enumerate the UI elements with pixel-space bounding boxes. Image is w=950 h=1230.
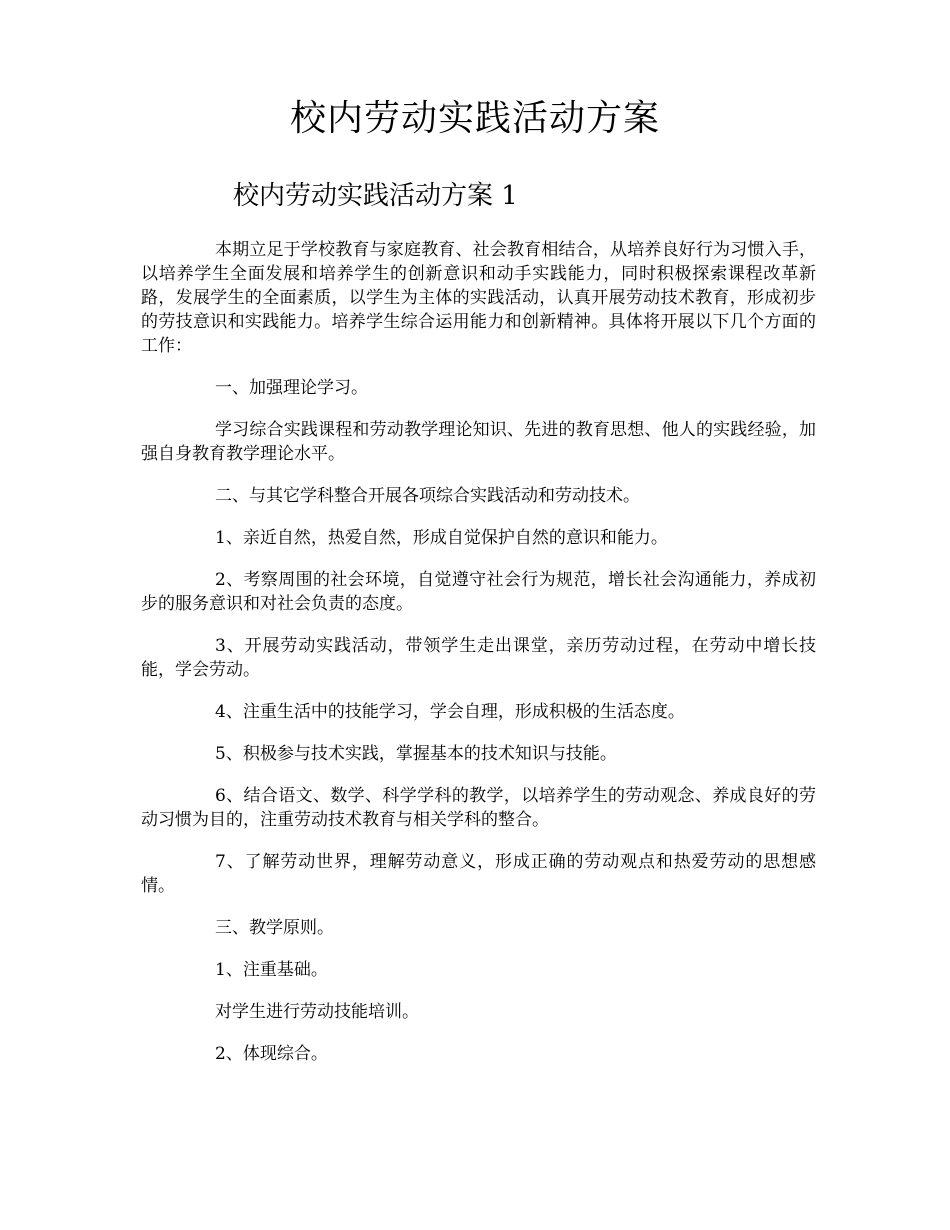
list-item-7: 7、了解劳动世界，理解劳动意义，形成正确的劳动观点和热爱劳动的思想感情。 [141, 852, 816, 896]
principle-1-text: 对学生进行劳动技能培训。 [215, 1002, 419, 1022]
list-item-5: 5、积极参与技术实践，掌握基本的技术知识与技能。 [215, 744, 617, 764]
list-item-4: 4、注重生活中的技能学习，学会自理，形成积极的生活态度。 [215, 702, 685, 722]
principle-2-heading: 2、体现综合。 [215, 1044, 328, 1064]
theory-study-paragraph: 学习综合实践课程和劳动教学理论知识、先进的教育思想、他人的实践经验，加强自身教育教学理论水平。 [141, 420, 816, 464]
heading-teaching-principles: 三、教学原则。 [215, 918, 334, 938]
principle-1-heading: 1、注重基础。 [215, 960, 328, 980]
document-title: 校内劳动实践活动方案 [289, 98, 660, 139]
section-title: 校内劳动实践活动方案 1 [233, 181, 518, 211]
heading-theory-study: 一、加强理论学习。 [215, 378, 368, 398]
document-body [141, 238, 816, 1084]
list-item-1: 1、亲近自然，热爱自然，形成自觉保护自然的意识和能力。 [215, 528, 668, 548]
heading-subject-integration: 二、与其它学科整合开展各项综合实践活动和劳动技术。 [215, 486, 640, 506]
list-item-6: 6、结合语文、数学、科学学科的教学，以培养学生的劳动观念、养成良好的劳动习惯为目的，注重劳动技术教育与相关学科的整合。 [141, 786, 816, 830]
list-item-2: 2、考察周围的社会环境，自觉遵守社会行为规范，增长社会沟通能力，养成初步的服务意识和对社会负责的态度。 [141, 570, 816, 614]
intro-paragraph: 本期立足于学校教育与家庭教育、社会教育相结合，从培养良好行为习惯入手，以培养学生全面发展和培养学生的创新意识和动手实践能力，同时积极探索课程改革新路，发展学生的全面素质，以学生为主体的实践活动，认真开展劳动技术教育，形成初步的劳技意识和实践能力。培养学生综合运用能力和创新精神。具体将开展以下几个方面的工作： [141, 240, 816, 356]
list-item-3: 3、开展劳动实践活动，带领学生走出课堂，亲历劳动过程，在劳动中增长技能，学会劳动。 [141, 636, 816, 680]
